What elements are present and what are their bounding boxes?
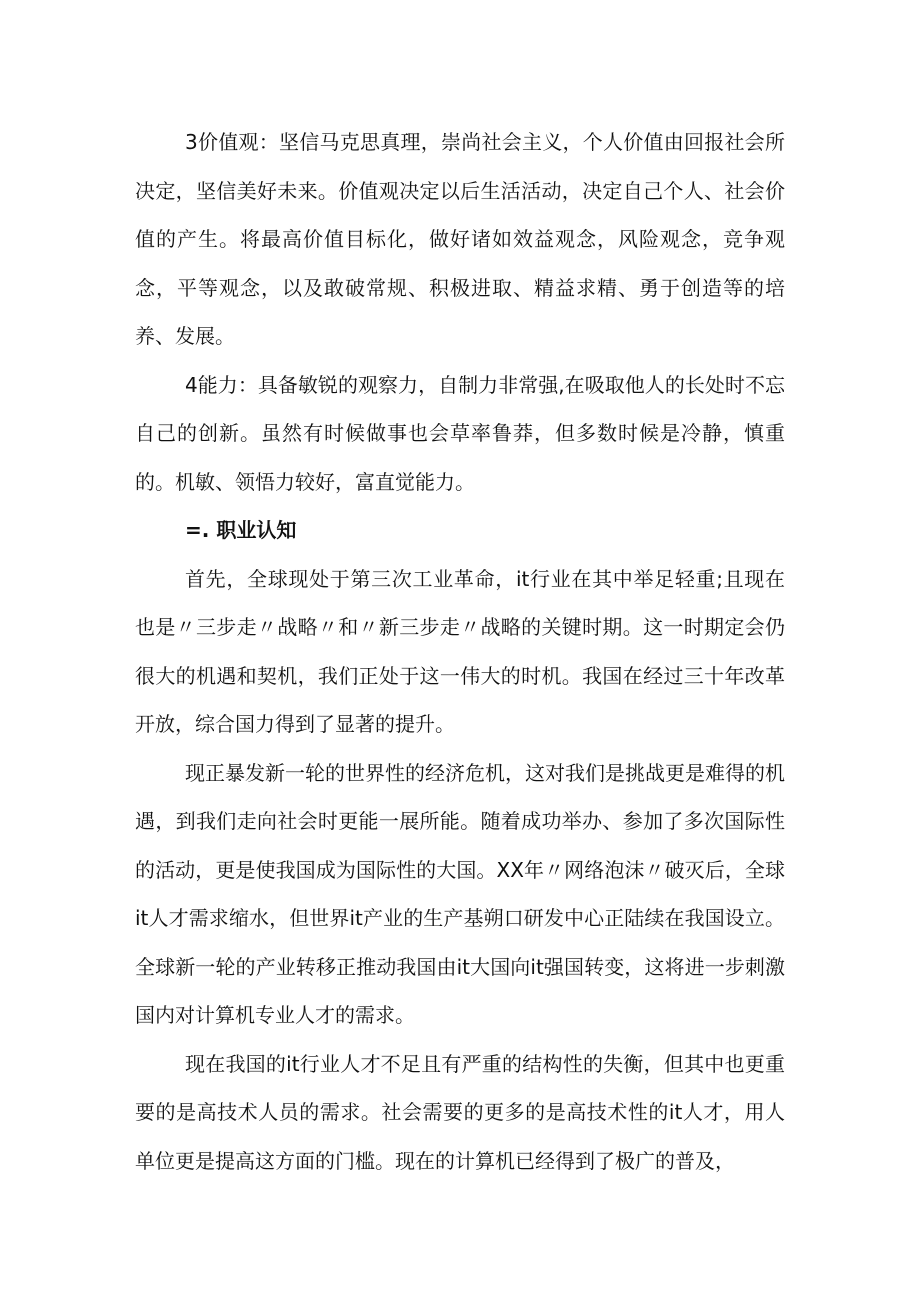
paragraph-talent-demand: 现在我国的it行业人才不足且有严重的结构性的失衡，但其中也更重要的是高技术人员的需求。社会需要的更多的是高技术性的it人才，用人单位更是提高这方面的门槛。现在的计算机已经得到了极广的普及， xyxy=(135,1051,785,1173)
section-heading-career-cognition: =. 职业认知 xyxy=(185,518,297,542)
document-body xyxy=(135,118,785,1185)
paragraph-economic-crisis: 现正暴发新一轮的世界性的经济危机，这对我们是挑战更是难得的机遇，到我们走向社会时更能一展所能。随着成功举办、参加了多次国际性的活动，更是使我国成为国际性的大国。XX年〃网络泡沫〃破灭后，全球it人才需求缩水，但世界it产业的生产基朔口研发中心正陆续在我国设立。全球新一轮的产业转移正推动我国由it大国向it强国转变，这将进一步刺激国内对计算机专业人才的需求。 xyxy=(135,760,785,1027)
paragraph-values: 3价值观：坚信马克思真理，崇尚社会主义，个人价值由回报社会所决定，坚信美好未来。价值观决定以后生活活动，决定自己个人、社会价值的产生。将最高价值目标化，做好诸如效益观念，风险观念，竞争观念，平等观念，以及敢破常规、积极进取、精益求精、勇于创造等的培养、发展。 xyxy=(135,130,785,348)
paragraph-ability: 4能力：具备敏锐的观察力，自制力非常强,在吸取他人的长处时不忘自己的创新。虽然有时候做事也会草率鲁莽，但多数时候是冷静，慎重的。机敏、领悟力较好，富直觉能力。 xyxy=(135,372,785,494)
paragraph-industrial-revolution: 首先，全球现处于第三次工业革命，it行业在其中举足轻重;且现在也是〃三步走〃战略〃和〃新三步走〃战略的关键时期。这一时期定会仍很大的机遇和契机，我们正处于这一伟大的时机。我国在经过三十年改革开放，综合国力得到了显著的提升。 xyxy=(135,566,785,736)
